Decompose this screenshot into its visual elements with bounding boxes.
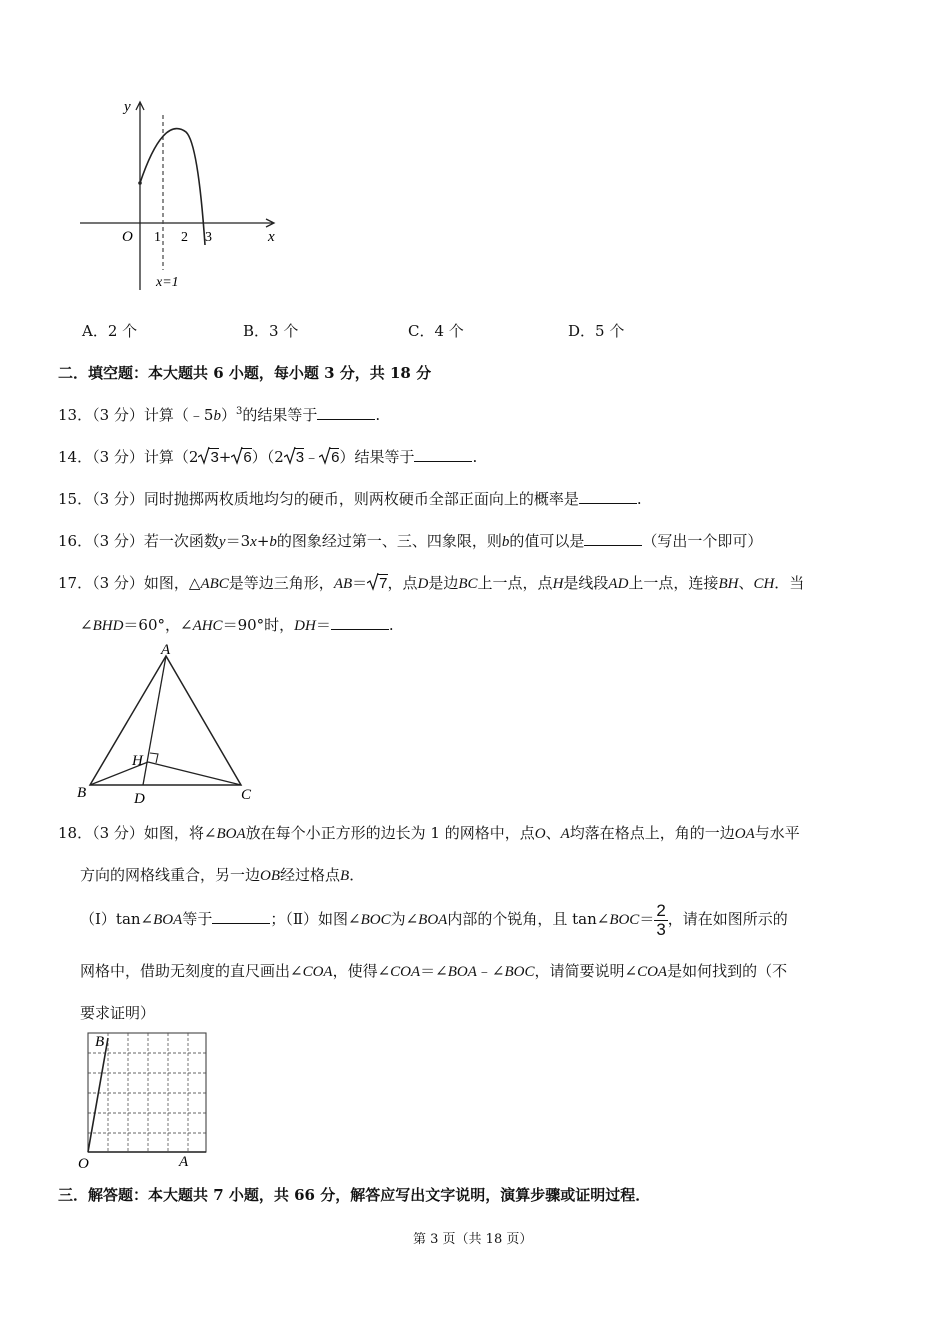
q-text: 若一次函数 (143, 532, 219, 550)
option-text: 2 个 (107, 322, 138, 340)
radicand: 7 (379, 575, 388, 592)
section2-title: 二．填空题：本大题共 6 小题，每小题 3 分，共 18 分 (58, 364, 432, 382)
q12-option-a (82, 320, 137, 341)
q-var: AHC (192, 618, 223, 634)
q-text: 等于 (182, 910, 213, 928)
question-13 (58, 404, 380, 425)
sqrt-6 (231, 448, 251, 466)
fraction-numerator: 2 (656, 900, 666, 920)
sqrt-7 (367, 574, 387, 592)
q-text: ． (349, 866, 365, 884)
q-var: x (250, 534, 257, 550)
radicand: 6 (243, 449, 252, 466)
q-score: （3 分） (92, 490, 144, 508)
radicand: 6 (331, 449, 340, 466)
fraction-denominator: 3 (656, 919, 666, 939)
q-num: 14． (58, 448, 93, 466)
q-score: （3 分） (92, 448, 144, 466)
q-text: ＝3 (225, 532, 251, 550)
answer-blank[interactable] (414, 447, 472, 462)
q-text: 放在每个小正方形的边长为 1 的网格中，点 (245, 824, 535, 842)
q-text: 、 (545, 824, 561, 842)
tick-2: 2 (181, 230, 188, 245)
q-var: COA (390, 964, 421, 980)
q12-option-c (408, 320, 464, 341)
q-num: 15． (58, 490, 93, 508)
parabola-curve (140, 129, 205, 245)
q-text: . (388, 616, 394, 634)
option-letter: A． (82, 322, 108, 340)
tick-1: 1 (154, 230, 161, 245)
radicand: 3 (295, 449, 305, 466)
q-score: （3 分） (92, 406, 144, 424)
question-15 (58, 488, 642, 509)
q-text: ，请在如图所示的 (667, 910, 788, 928)
q-var: AD (608, 576, 629, 592)
q-text: ）（2 (251, 448, 284, 466)
q-text: ＝ (315, 616, 331, 634)
q-text: ＝60°，∠ (123, 616, 193, 634)
label-h: H (132, 753, 143, 769)
fraction-2-3 (654, 902, 667, 939)
q-var: y (218, 534, 226, 550)
question-16 (58, 530, 762, 551)
q-var: B (340, 868, 350, 884)
q-exponent: 3 (235, 406, 243, 417)
label-a: A (161, 642, 171, 658)
q-text: 是等边三角形， (228, 574, 334, 592)
x-axis-label: x (268, 229, 275, 245)
q-num: 13． (58, 406, 93, 424)
answer-blank[interactable] (212, 909, 270, 924)
q-text: ．当 (774, 574, 805, 592)
label-o: O (78, 1156, 89, 1172)
grid-figure (70, 1028, 220, 1173)
label-d: D (134, 791, 145, 807)
q-var: ABC (200, 576, 229, 592)
answer-blank[interactable] (579, 489, 637, 504)
q-text: 计算（2 (143, 448, 199, 466)
tick-3: 3 (205, 230, 212, 245)
q12-option-b (243, 320, 298, 341)
q-var: b (501, 534, 510, 550)
q-text: 上一点，点 (477, 574, 553, 592)
label-c: C (241, 787, 252, 803)
q-text: 计算（﹣5 (143, 406, 214, 424)
q-var: AB (333, 576, 353, 592)
q-var: BOA (447, 964, 477, 980)
q-var: O (534, 826, 546, 842)
q-var: BOA (153, 912, 183, 928)
q-var: CH (753, 576, 775, 592)
q-text: ＝90°时， (222, 616, 295, 634)
q-text: . (375, 406, 381, 424)
q-text: 与水平 (754, 824, 800, 842)
q-var: OB (260, 868, 281, 884)
option-letter: D． (568, 322, 596, 340)
q-text: ＝ (352, 574, 368, 592)
q-text: 网格中，借助无刻度的直尺画出∠ (80, 962, 303, 980)
q-score: （3 分） (92, 824, 144, 842)
option-letter: B． (243, 322, 270, 340)
q-var: BOC (609, 912, 640, 928)
label-b: B (77, 785, 87, 801)
option-letter: C． (408, 322, 435, 340)
q-text: ﹣ (304, 448, 320, 466)
q-text: 内部的个锐角，且 tan∠ (447, 910, 610, 928)
y-axis-label: y (124, 99, 131, 115)
q-text: ﹣∠ (476, 962, 505, 980)
q-text: 是线段 (563, 574, 609, 592)
q12-option-d (568, 320, 624, 341)
q-var: b (269, 534, 277, 550)
q-text: ） (220, 406, 236, 424)
question-17-line2 (80, 614, 394, 635)
origin-label: O (122, 229, 133, 245)
q-text: 为∠ (390, 910, 419, 928)
q-num: 16． (58, 532, 93, 550)
answer-blank[interactable] (584, 531, 642, 546)
q-var: COA (637, 964, 668, 980)
question-18-line3 (80, 900, 788, 939)
q-var: b (213, 408, 221, 424)
answer-blank[interactable] (331, 615, 389, 630)
triangle-abc (90, 656, 241, 785)
q-text: 均落在格点上，角的一边 (569, 824, 735, 842)
q-text: + (256, 532, 270, 550)
answer-blank[interactable] (317, 405, 375, 420)
q-var: BH (718, 576, 739, 592)
sqrt-6 (319, 448, 339, 466)
axis-line-label: x=1 (156, 275, 179, 290)
question-14 (58, 446, 477, 467)
segment-ch (148, 762, 241, 785)
page-footer: 第 3 页（共 18 页） (413, 1232, 533, 1247)
q-text: 经过格点 (280, 866, 341, 884)
q-text: ，请简要说明∠ (534, 962, 638, 980)
ray-ob (88, 1038, 108, 1152)
option-text: 5 个 (595, 322, 625, 340)
q-var: A (560, 826, 570, 842)
q-text: 、 (738, 574, 754, 592)
q-text: ＝∠ (420, 962, 448, 980)
option-text: 4 个 (434, 322, 464, 340)
q-text: + (218, 448, 232, 466)
q-text: ∠ (80, 616, 93, 634)
q-var: D (417, 576, 429, 592)
triangle-figure (72, 640, 267, 810)
q-text: ，使得∠ (332, 962, 391, 980)
sqrt-3 (198, 448, 218, 466)
q-text: （写出一个即可） (642, 532, 763, 550)
q-var: H (552, 576, 564, 592)
q-var: OA (734, 826, 755, 842)
q-text: 方向的网格线重合，另一边 (80, 866, 261, 884)
q-var: BOA (418, 912, 448, 928)
q-var: BOC (360, 912, 391, 928)
q-text: 的结果等于 (242, 406, 318, 424)
question-18-line5: 要求证明） (80, 1004, 156, 1022)
question-18-line4 (80, 960, 787, 981)
q-num: 17． (58, 574, 93, 592)
q-score: （3 分） (92, 574, 144, 592)
question-18-line1 (58, 822, 800, 843)
q-text: 如图，△ (143, 574, 201, 592)
q-text: 是如何找到的（不 (667, 962, 788, 980)
q-score: （3 分） (92, 532, 144, 550)
q-var: DH (294, 618, 316, 634)
q-var: COA (302, 964, 333, 980)
radicand: 3 (210, 449, 219, 466)
q-text: ，点 (387, 574, 418, 592)
q-var: BOC (504, 964, 535, 980)
label-b: B (95, 1034, 105, 1050)
parabola-graph-figure (70, 95, 290, 295)
q-text: （Ⅰ）tan∠ (80, 910, 154, 928)
q-text: 的值可以是 (509, 532, 585, 550)
question-17-line1 (58, 572, 804, 593)
option-text: 3 个 (269, 322, 299, 340)
q-text: . (472, 448, 478, 466)
q-text: 的图象经过第一、三、四象限，则 (276, 532, 502, 550)
label-a: A (179, 1154, 189, 1170)
y-intercept-point (138, 181, 142, 185)
q-text: . (636, 490, 642, 508)
q-text: 如图，将∠ (143, 824, 217, 842)
question-18-line2 (80, 864, 364, 885)
q-text: 是边 (428, 574, 459, 592)
q-var: BOA (216, 826, 246, 842)
q-var: BC (458, 576, 478, 592)
q-num: 18． (58, 824, 93, 842)
sqrt-3 (284, 448, 304, 466)
right-angle-mark (150, 753, 158, 763)
section3-title: 三．解答题：本大题共 7 小题，共 66 分，解答应写出文字说明，演算步骤或证明过程． (58, 1186, 651, 1204)
q-var: BHD (92, 618, 124, 634)
q-text: ＝ (639, 910, 655, 928)
q-text: ；（Ⅱ）如图∠ (270, 910, 361, 928)
q-text: 同时抛掷两枚质地均匀的硬币，则两枚硬币全部正面向上的概率是 (143, 490, 579, 508)
q-text: 上一点，连接 (628, 574, 719, 592)
q-text: ）结果等于 (339, 448, 415, 466)
